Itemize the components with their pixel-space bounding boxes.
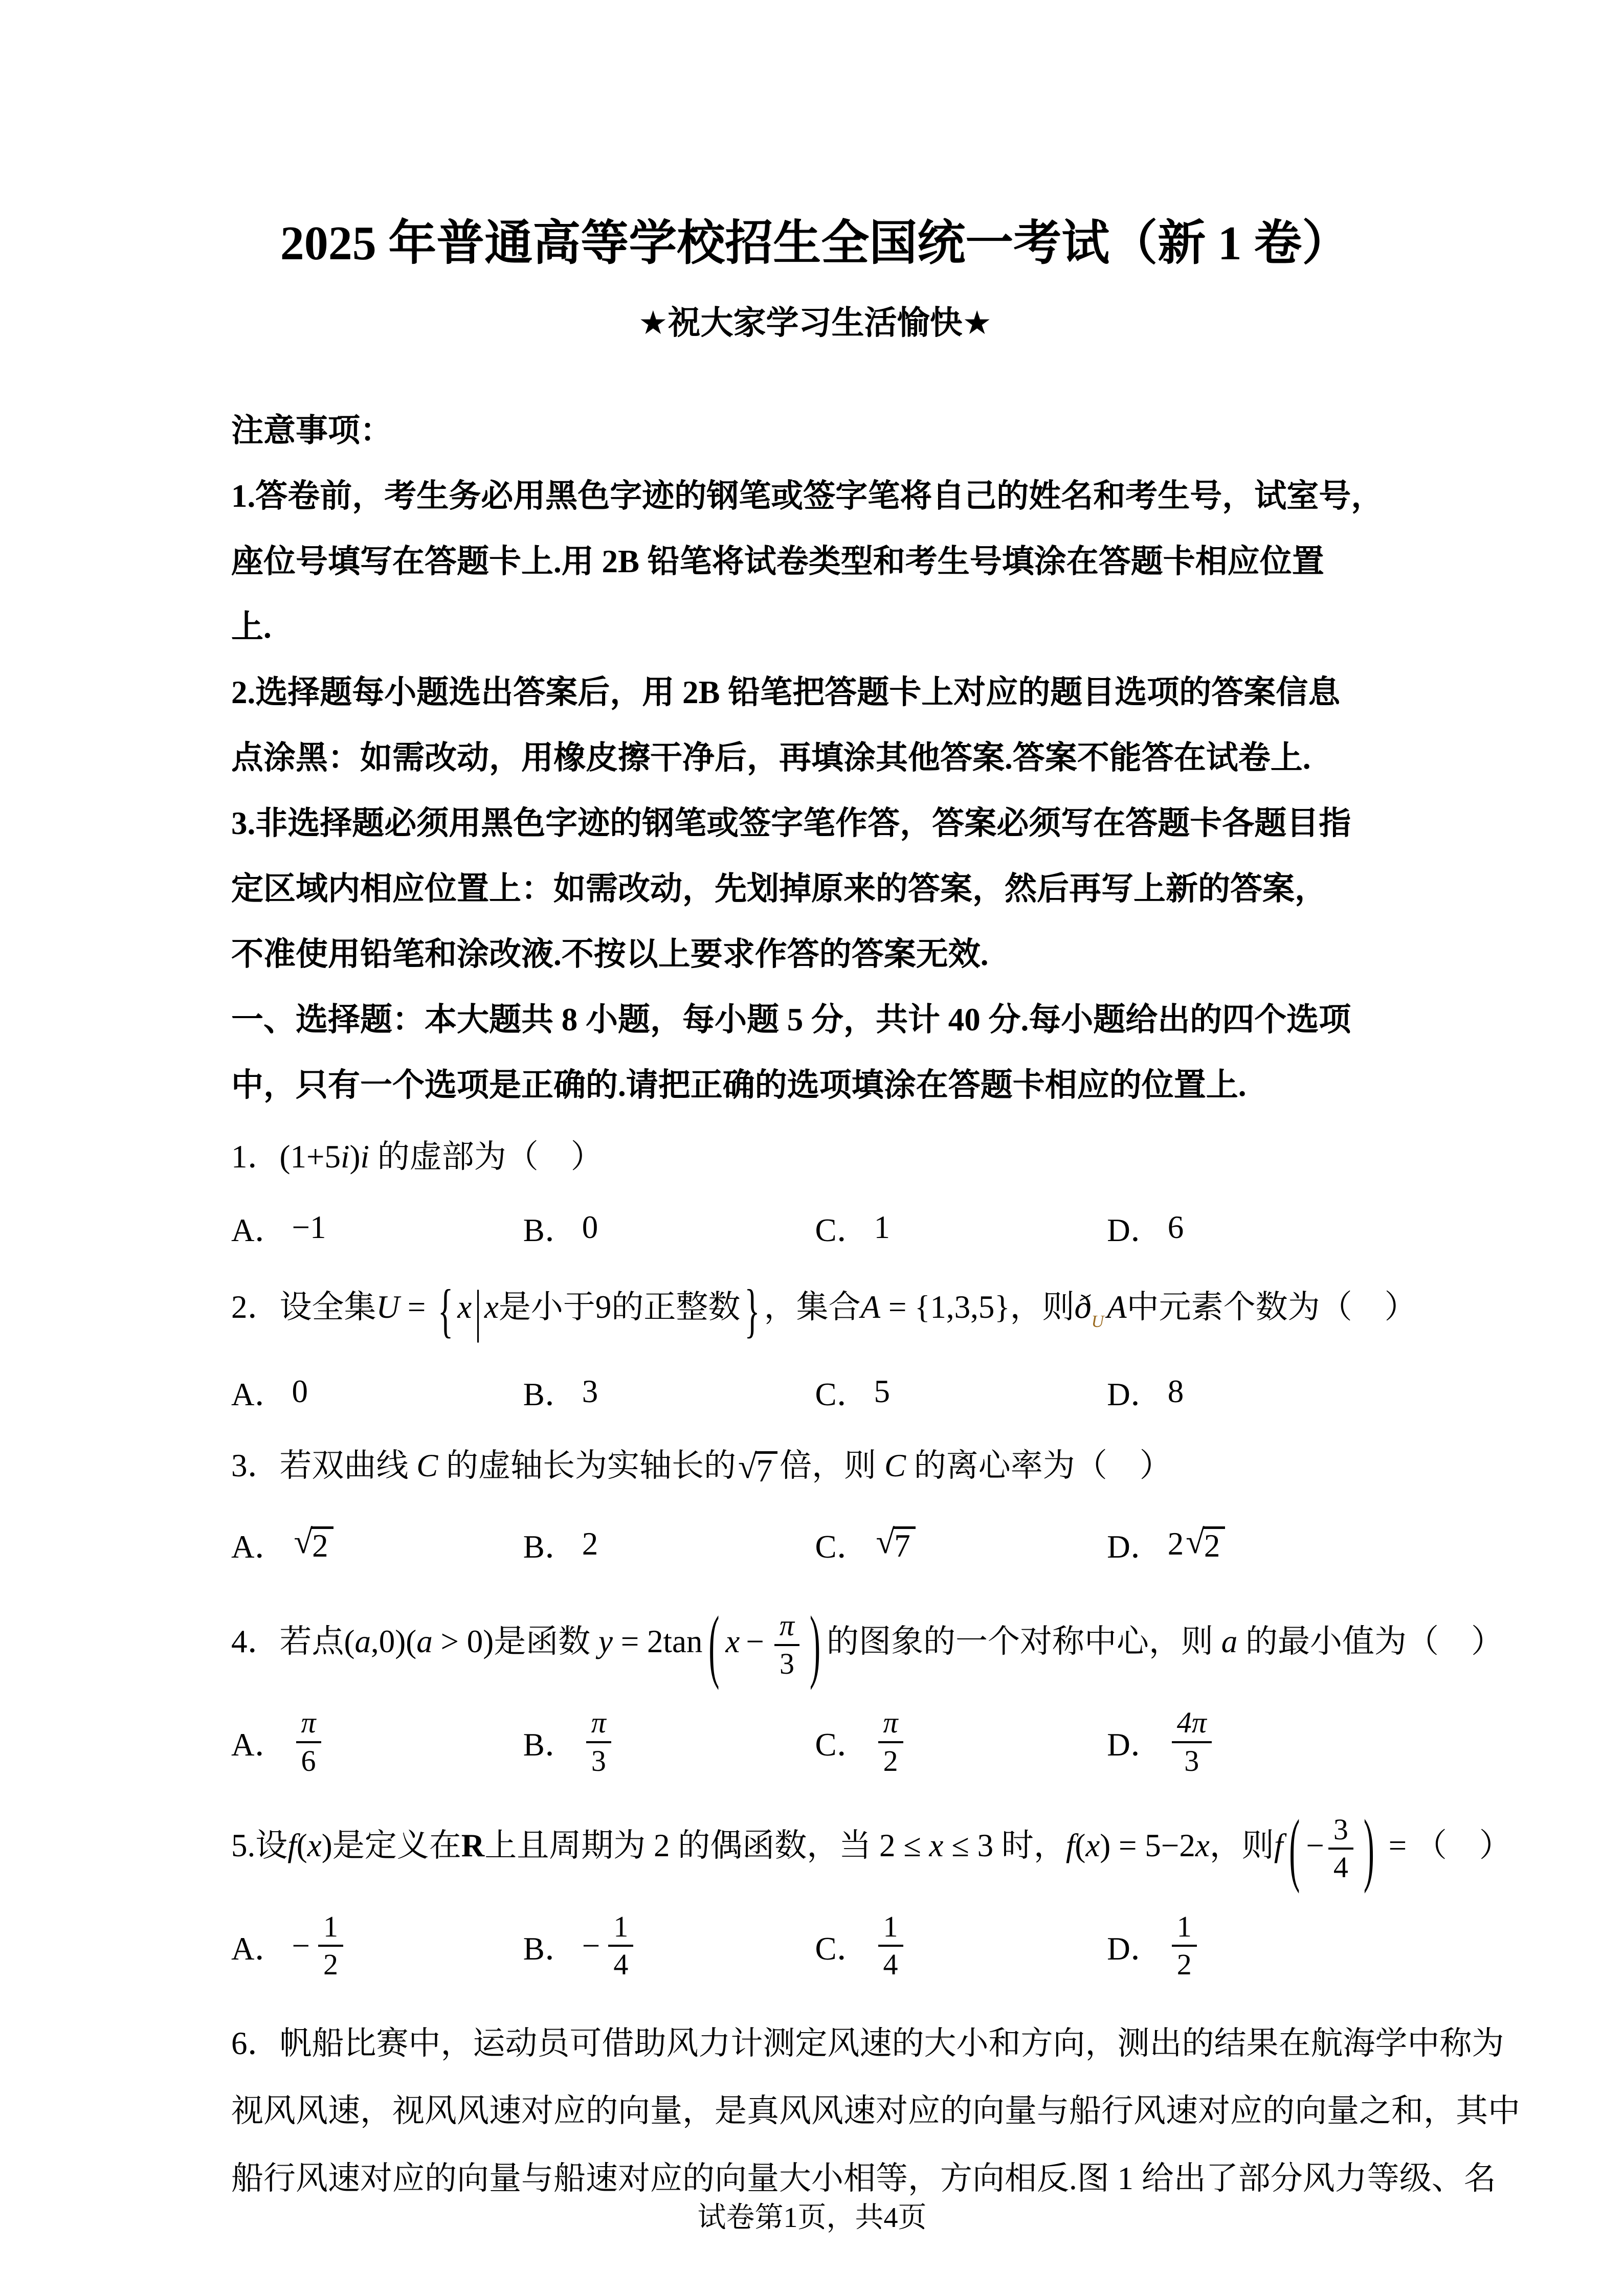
section-heading-line-1: 一、选择题：本大题共 8 小题，每小题 5 分，共计 40 分.每小题给出的四个选项 — [231, 1002, 1351, 1038]
notice-line-7: 定区域内相应位置上：如需改动，先划掉原来的答案，然后再写上新的答案， — [231, 871, 1327, 907]
question-6-line-1: 6．帆船比赛中，运动员可借助风力计测定风速的大小和方向，测出的结果在航海学中称为 — [231, 2025, 1504, 2062]
notice-line-8: 不准使用铅笔和涂改液.不按以上要求作答的答案无效. — [231, 936, 989, 973]
option-d: D． 2 √ 2 — [1107, 1521, 1399, 1567]
option-b: B． 0 — [523, 1209, 598, 1248]
question-4-stem: 4．若点(a,0)(a > 0)是函数 y = 2tan ( x − $\frac{\pi}{3}$ ) 的图象的一个对称中心，则 a 的最小值为（ ） — [231, 1593, 1399, 1694]
notice-line-1: 1.答卷前，考生务必用黑色字迹的钢笔或签字笔将自己的姓名和考生号，试室号， — [231, 478, 1384, 514]
fraction: $\frac{\pi}{6}$ — [296, 1707, 321, 1777]
notice-heading: 注意事项： — [231, 413, 392, 449]
left-brace: { — [438, 1277, 454, 1344]
question-1-stem: 1．(1+5i)i 的虚部为（ ） — [231, 1139, 603, 1175]
option-b: B． $\frac{\pi}{3}$ — [523, 1707, 815, 1777]
notice-line-2: 座位号填写在答题卡上.用 2B 铅笔将试卷类型和考生号填涂在答题卡相应位置 — [231, 544, 1324, 580]
radical-sign: √ — [1186, 1522, 1205, 1561]
question-5-stem: 5.设f(x)是定义在R上且周期为 2 的偶函数，当 2 ≤ x ≤ 3 时，f(x) = 5−2x，则f ( − $\frac{3}{4}$ ) = （ ） — [231, 1797, 1399, 1898]
notice-line-5: 点涂黑：如需改动，用橡皮擦干净后，再填涂其他答案.答案不能答在试卷上. — [231, 740, 1311, 776]
question-2-stem: 2．设全集U = { x|x是小于9的正整数 } ，集合A = {1,3,5}，则$ð_UA$中元素个数为（ ） — [231, 1268, 1399, 1361]
fraction: $\frac{1}{4}$ — [878, 1911, 903, 1981]
complement-subscript: U — [1091, 1312, 1104, 1332]
question-3-stem: 3．若双曲线 C 的虚轴长为实轴长的 √ 7 倍，则 C 的离心率为（ ） — [231, 1448, 1172, 1489]
option-a: A． $\frac{\pi}{6}$ — [231, 1707, 523, 1777]
option-a: A． √ 2 — [231, 1521, 523, 1567]
set-R-symbol: R — [461, 1827, 485, 1863]
fraction: $\frac{1}{2}$ — [318, 1911, 343, 1981]
option-c: C． $\frac{\pi}{2}$ — [815, 1707, 1107, 1777]
right-brace: } — [744, 1277, 760, 1344]
option-c: C． 5 — [815, 1373, 891, 1412]
radical-sign: √ — [294, 1522, 313, 1561]
notice-line-3: 上. — [231, 609, 272, 645]
option-d: D． 6 — [1107, 1209, 1184, 1248]
minus-sign: − — [1306, 1827, 1324, 1863]
option-d: D． $\frac{1}{2}$ — [1107, 1911, 1399, 1981]
option-c: C． $\frac{1}{4}$ — [815, 1911, 1107, 1981]
question-6-line-2: 视风风速，视风风速对应的向量，是真风风速对应的向量与船行风速对应的向量之和，其中 — [231, 2093, 1520, 2129]
minus-sign: − — [292, 1927, 310, 1964]
page-footer: 试卷第1页，共4页 — [697, 2202, 927, 2234]
option-c: C． √ 7 — [815, 1521, 1107, 1567]
fraction: $\frac{\pi}{2}$ — [878, 1707, 903, 1777]
notice-line-4: 2.选择题每小题选出答案后，用 2B 铅笔把答题卡上对应的题目选项的答案信息 — [231, 674, 1341, 711]
question-3-number: 3． — [231, 1448, 280, 1484]
fraction: $\frac{1}{2}$ — [1172, 1911, 1197, 1981]
option-d: D． $\frac{4\pi}{3}$ — [1107, 1707, 1399, 1777]
big-right-paren: ) — [809, 1599, 820, 1691]
question-4-number: 4． — [231, 1624, 280, 1660]
option-b: B． − $\frac{1}{4}$ — [523, 1911, 815, 1981]
question-6-line-3: 船行风速对应的向量与船速对应的向量大小相等，方向相反.图 1 给出了部分风力等级、名 — [231, 2160, 1496, 2197]
minus-sign: − — [746, 1624, 764, 1660]
option-b: B． 3 — [523, 1373, 598, 1412]
fraction: $\frac{\pi}{3}$ — [774, 1610, 799, 1680]
question-5-options — [231, 1899, 1399, 1992]
page-subtitle: ★祝大家学习生活愉快★ — [638, 304, 992, 341]
fraction: $\frac{\pi}{3}$ — [586, 1707, 611, 1777]
question-5-number: 5. — [231, 1827, 256, 1863]
option-d: D． 8 — [1107, 1373, 1184, 1412]
section-heading-line-2: 中，只有一个选项是正确的.请把正确的选项填涂在答题卡相应的位置上. — [231, 1067, 1247, 1104]
fraction: $\frac{4\pi}{3}$ — [1172, 1707, 1212, 1777]
set-builder-bar: | — [475, 1278, 481, 1343]
question-1-options — [231, 1204, 1399, 1251]
option-a: A． −1 — [231, 1209, 326, 1248]
square-root: √ 7 — [738, 1451, 777, 1487]
square-root: √ 7 — [876, 1526, 916, 1562]
option-c: C． 1 — [815, 1209, 891, 1248]
notice-line-6: 3.非选择题必须用黑色字迹的钢笔或签字笔作答，答案必须写在答题卡各题目指 — [231, 805, 1351, 842]
fraction: $\frac{1}{4}$ — [608, 1911, 633, 1981]
radical-sign: √ — [876, 1522, 895, 1561]
option-a: A． − $\frac{1}{2}$ — [231, 1911, 523, 1981]
option-a: A． 0 — [231, 1373, 308, 1412]
option-b: B． 2 — [523, 1525, 598, 1565]
fraction: $\frac{3}{4}$ — [1328, 1814, 1353, 1884]
big-left-paren: ( — [708, 1599, 720, 1691]
radical-sign: √ — [738, 1448, 757, 1486]
question-1-number: 1． — [231, 1139, 280, 1175]
question-2-options — [231, 1368, 1399, 1415]
page-title: 2025 年普通高等学校招生全国统一考试（新 1 卷） — [280, 217, 1350, 270]
complement-symbol: ð — [1074, 1288, 1092, 1326]
big-left-paren: ( — [1289, 1803, 1300, 1895]
question-2-number: 2． — [231, 1289, 280, 1325]
big-right-paren: ) — [1363, 1803, 1374, 1895]
minus-sign: − — [582, 1927, 600, 1964]
square-root: √ 2 — [1186, 1526, 1225, 1562]
square-root: √ 2 — [294, 1526, 333, 1562]
